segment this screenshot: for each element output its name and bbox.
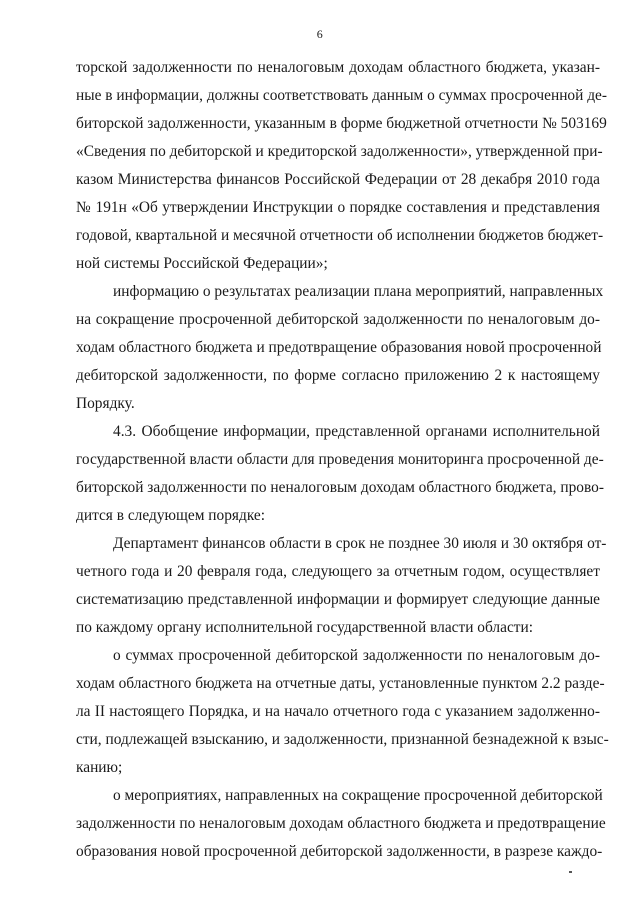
text-line: образования новой просроченной дебиторской задолженности, в разрезе каждо- <box>76 843 603 860</box>
text-line: торской задолженности по неналоговым доходам областного бюджета, указан- <box>76 59 600 76</box>
scan-speck <box>569 871 572 873</box>
text-line: четного года и 20 февраля года, следующего за отчетным годом, осуществляет <box>76 563 600 580</box>
text-line: биторской задолженности, указанным в форме бюджетной отчетности № 503169 <box>76 115 607 132</box>
text-line: о мероприятиях, направленных на сокращение просроченной дебиторской <box>113 787 603 804</box>
text-line: канию; <box>76 759 123 776</box>
text-line: «Сведения по дебиторской и кредиторской задолженности», утвержденной при- <box>76 143 603 160</box>
text-line: Департамент финансов области в срок не позднее 30 июля и 30 октября от- <box>113 535 607 552</box>
text-line: систематизацию представленной информации и формирует следующие данные <box>76 591 600 608</box>
text-line: о суммах просроченной дебиторской задолженности по неналоговым до- <box>113 647 600 664</box>
text-line: информацию о результатах реализации плана мероприятий, направленных <box>113 283 604 300</box>
text-line: по каждому органу исполнительной государственной власти области: <box>76 619 534 636</box>
text-line: задолженности по неналоговым доходам областного бюджета и предотвращение <box>76 815 606 832</box>
page-number: 6 <box>316 27 324 41</box>
text-line: ходам областного бюджета и предотвращение образования новой просроченной <box>76 339 602 356</box>
text-line: ной системы Российской Федерации»; <box>76 255 328 272</box>
text-line: дебиторской задолженности, по форме согласно приложению 2 к настоящему <box>76 367 600 384</box>
text-line: 4.3. Обобщение информации, представленной органами исполнительной <box>113 423 600 440</box>
text-line: ходам областного бюджета на отчетные даты, установленные пунктом 2.2 разде- <box>76 675 605 692</box>
text-line: биторской задолженности по неналоговым доходам областного бюджета, прово- <box>76 479 604 496</box>
text-line: казом Министерства финансов Российской Федерации от 28 декабря 2010 года <box>76 171 600 188</box>
text-line: сти, подлежащей взысканию, и задолженности, признанной безнадежной к взыс- <box>76 731 609 748</box>
text-line: № 191н «Об утверждении Инструкции о порядке составления и представления <box>76 199 600 216</box>
text-line: ла II настоящего Порядка, и на начало отчетного года с указанием задолженно- <box>76 703 600 720</box>
text-line: годовой, квартальной и месячной отчетности об исполнении бюджетов бюджет- <box>76 227 604 244</box>
text-line: на сокращение просроченной дебиторской задолженности по неналоговым до- <box>76 311 600 328</box>
text-line: Порядку. <box>76 395 135 412</box>
text-line: дится в следующем порядке: <box>76 507 266 524</box>
text-line: ные в информации, должны соответствовать данным о суммах просроченной де- <box>76 87 607 104</box>
text-line: государственной власти области для проведения мониторинга просроченной де- <box>76 451 604 468</box>
